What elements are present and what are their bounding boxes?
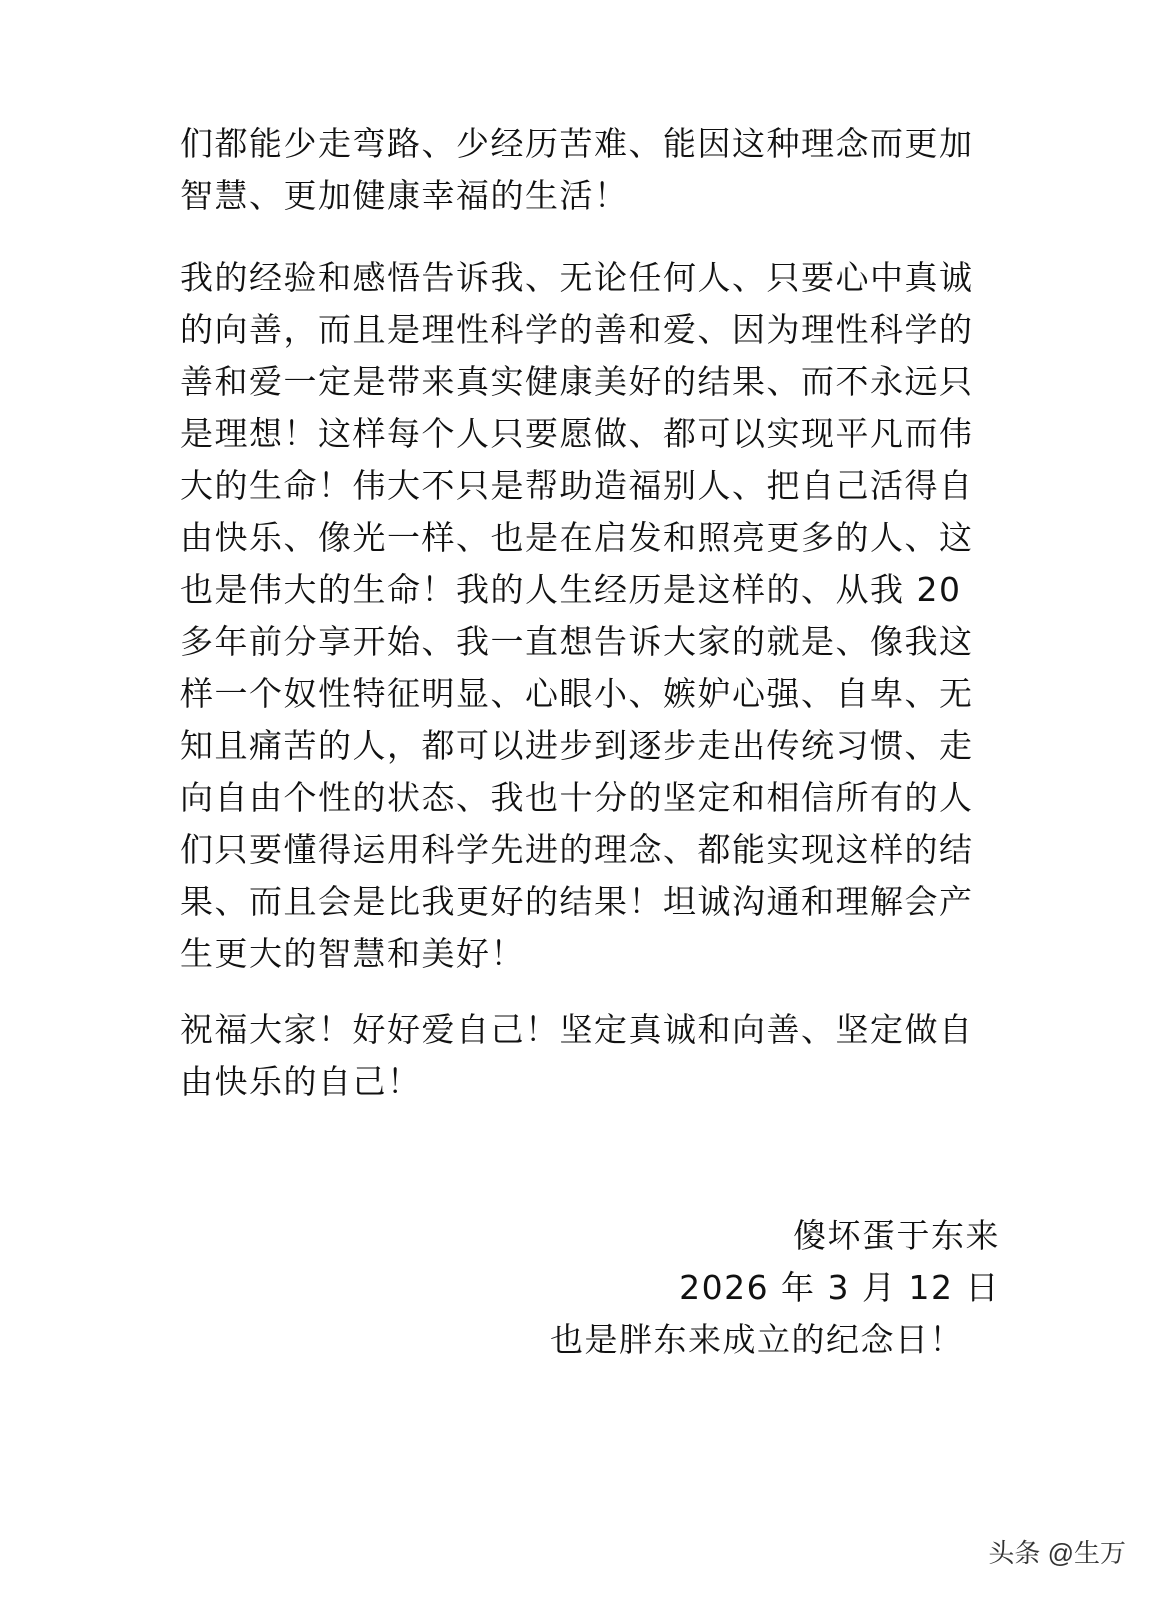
paragraph-1 xyxy=(180,118,974,222)
text-line: 们只要懂得运用科学先进的理念、都能实现这样的结 xyxy=(180,830,974,869)
text-line: 善和爱一定是带来真实健康美好的结果、而不永远只 xyxy=(180,362,974,401)
signature-name: 傻坏蛋于东来 xyxy=(793,1216,1000,1255)
watermark: 头条 @生万 xyxy=(988,1538,1126,1568)
paragraph-3 xyxy=(180,1004,974,1108)
text-line: 是理想！这样每个人只要愿做、都可以实现平凡而伟 xyxy=(180,414,974,453)
text-line: 也是伟大的生命！我的人生经历是这样的、从我 20 xyxy=(180,570,962,609)
text-line: 智慧、更加健康幸福的生活！ xyxy=(180,176,629,215)
text-line: 的向善，而且是理性科学的善和爱、因为理性科学的 xyxy=(180,310,974,349)
text-line: 生更大的智慧和美好！ xyxy=(180,934,525,973)
text-line: 果、而且会是比我更好的结果！坦诚沟通和理解会产 xyxy=(180,882,974,921)
text-line: 多年前分享开始、我一直想告诉大家的就是、像我这 xyxy=(180,622,974,661)
text-line: 我的经验和感悟告诉我、无论任何人、只要心中真诚 xyxy=(180,258,974,297)
text-line: 样一个奴性特征明显、心眼小、嫉妒心强、自卑、无 xyxy=(180,674,974,713)
signature-date: 2026 年 3 月 12 日 xyxy=(679,1268,1000,1307)
paragraph-2 xyxy=(180,252,974,980)
text-line: 大的生命！伟大不只是帮助造福别人、把自己活得自 xyxy=(180,466,974,505)
text-line: 向自由个性的状态、我也十分的坚定和相信所有的人 xyxy=(180,778,974,817)
text-line: 由快乐的自己！ xyxy=(180,1062,422,1101)
signature-note: 也是胖东来成立的纪念日！ xyxy=(550,1320,964,1359)
text-line: 祝福大家！好好爱自己！坚定真诚和向善、坚定做自 xyxy=(180,1010,974,1049)
text-line: 知且痛苦的人，都可以进步到逐步走出传统习惯、走 xyxy=(180,726,974,765)
text-line: 们都能少走弯路、少经历苦难、能因这种理念而更加 xyxy=(180,124,974,163)
text-line: 由快乐、像光一样、也是在启发和照亮更多的人、这 xyxy=(180,518,974,557)
